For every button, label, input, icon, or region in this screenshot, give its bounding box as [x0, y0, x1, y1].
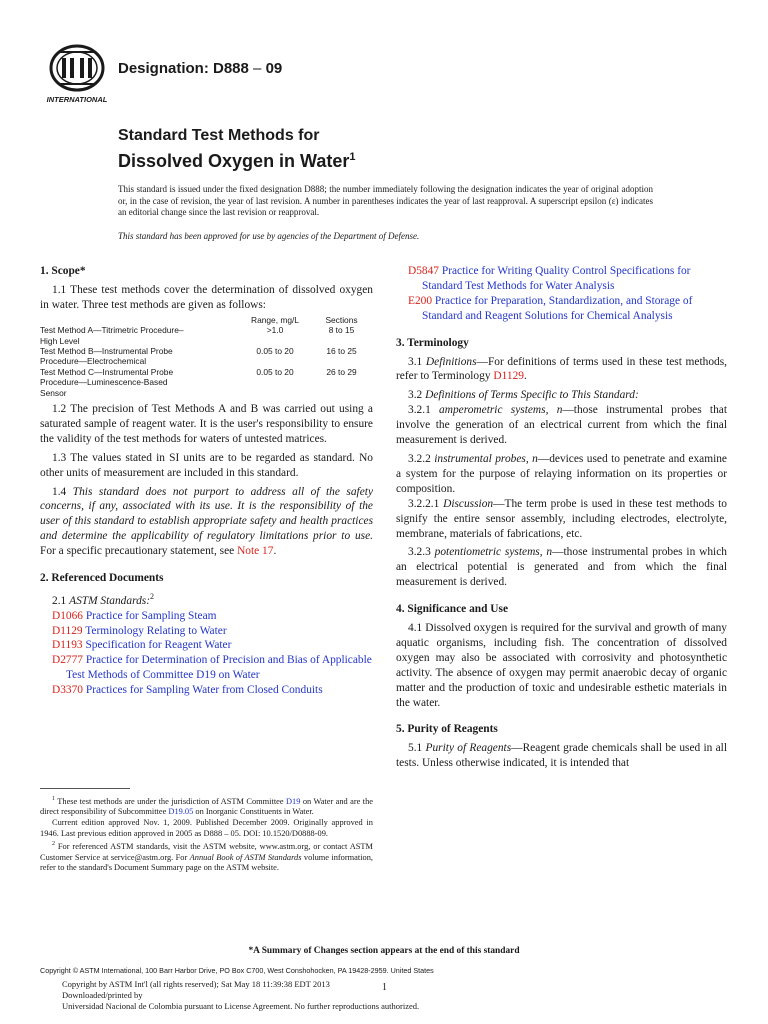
issue-statement: This standard is issued under the fixed designation D888; the number immediately following the designation indicates the year of original adoption or, in the case of revision, the year of last revision. A number in parentheses indicates the year of last reapproval. A superscript epsilon (ε) indicates an editorial change since the last revision or reapproval.: [118, 184, 653, 217]
methods-table: [40, 315, 373, 398]
copyright-line: Copyright © ASTM International, 100 Barr Harbor Drive, PO Box C700, West Conshohocken, PA 19428-2959. United States: [40, 966, 434, 975]
sections-header: Sections: [325, 314, 358, 325]
d19-link[interactable]: D19: [285, 796, 301, 806]
summary-of-changes-note: *A Summary of Changes section appears at the end of this standard: [248, 946, 520, 956]
download-line-2: Downloaded/printed by: [62, 990, 143, 1000]
footnote-2: $^2$ For referenced ASTM standards, visit the ASTM website, www.astm.org, or contact ASTM Customer Service at service@astm.org. For Annual Book of ASTM Standards volume information, refer to the standard's Document Summary page on the ASTM website.: [40, 841, 373, 873]
footnote-rule: [40, 788, 130, 789]
terminology-3-2-1: 3.2.1 amperometric systems, n—those instrumental probes that involve the generation of an electrical current from which the final measurement is derived.: [396, 404, 727, 447]
reference-item-d2777[interactable]: D2777 Practice for Determination of Precision and Bias of Applicable Test Methods of Committee D19 on Water: [52, 654, 372, 682]
method-cell: Test Method A—Titrimetric Procedure–High Level: [40, 325, 184, 346]
reference-item-e200[interactable]: E200 Practice for Preparation, Standardization, and Storage of Standard and Reagent Solutions for Chemical Analysis: [408, 294, 693, 322]
scope-heading: 1. Scope*: [40, 265, 86, 277]
purity-5-1: 5.1 Purity of Reagents—Reagent grade chemicals shall be used in all tests. Unless otherwise indicated, it is intended that: [396, 742, 728, 770]
sections-cell: 8 to 15: [328, 325, 355, 336]
purity-heading: 5. Purity of Reagents: [396, 723, 498, 736]
methods-table-header: [40, 315, 373, 325]
designation-code: Designation: D888: [118, 60, 249, 77]
significance-4-1: 4.1 Dissolved oxygen is required for the survival and growth of many aquatic organisms, including fish. The concentration of dissolved oxygen may also be associated with corrosivity and photosynthetic activity. The absence of oxygen may permit anaerobic decay of organic matter and the production of toxic and undesirable esthetic materials in the water.: [396, 622, 727, 709]
footnote-1-edition: Current edition approved Nov. 1, 2009. Published December 2009. Originally approved in 1946. Last previous edition approved in 2005 as D888 – 05. DOI: 10.1520/D0888-09.: [40, 817, 373, 838]
table-row: [40, 367, 373, 398]
method-cell: Test Method C—Instrumental Probe Procedure—Luminescence-Based Sensor: [40, 366, 174, 398]
astm-standards-label: 2.1 ASTM Standards:$^2$: [52, 591, 155, 607]
terminology-3-1: 3.1 Definitions—For definitions of terms used in these test methods, refer to Terminology D1129.: [396, 355, 727, 383]
significance-heading: 4. Significance and Use: [396, 603, 509, 616]
download-line-1: Copyright by ASTM Int'l (all rights reserved); Sat May 18 11:39:38 EDT 2013: [62, 979, 330, 989]
approval-statement: This standard has been approved for use by agencies of the Department of Defense.: [118, 231, 420, 241]
range-cell: >1.0: [266, 325, 284, 336]
reference-item-d5847[interactable]: D5847 Practice for Writing Quality Control Specifications for Standard Test Methods for Water Analysis: [408, 265, 691, 292]
d1129-link[interactable]: D1129: [493, 370, 524, 383]
title-footnote-mark: 1: [349, 151, 356, 163]
designation-year: 09: [265, 60, 283, 77]
range-cell: 0.05 to 20: [256, 366, 294, 377]
logo-wordmark: INTERNATIONAL: [46, 95, 108, 104]
terminology-3-2-3: 3.2.3 potentiometric systems, n—those instrumental probes in which an electrical potential is generated and from which the final measurement is derived.: [396, 546, 727, 589]
scope-1-2: 1.2 The precision of Test Methods A and B was carried out using a saturated sample of reagent water. It is the user's responsibility to ensure the validity of the test methods for waters of untested matrices.: [40, 402, 373, 445]
page-number: 1: [382, 982, 387, 993]
scope-1-3: 1.3 The values stated in SI units are to be regarded as standard. No other units of measurement are included in this standard.: [40, 451, 373, 479]
title-line-1: Standard Test Methods for: [118, 127, 320, 144]
range-cell: 0.05 to 20: [256, 345, 294, 356]
terminology-3-2-2-1: 3.2.2.1 Discussion—The term probe is used in these test methods to signify the entire sensor assembly, including electrodes, electrolyte, membrane, materials of fabrications, etc.: [396, 497, 727, 540]
reference-item-d1129[interactable]: D1129 Terminology Relating to Water: [52, 624, 227, 637]
astm-logo-icon: [44, 44, 110, 106]
sections-cell: 26 to 29: [326, 366, 357, 377]
sections-cell: 16 to 25: [326, 345, 357, 356]
d19-05-link[interactable]: D19.05: [168, 807, 194, 817]
download-notice: [62, 979, 419, 1012]
note-17-link[interactable]: Note 17: [237, 545, 274, 558]
reference-item-d3370[interactable]: D3370 Practices for Sampling Water from Closed Conduits: [52, 684, 323, 697]
right-column: [396, 264, 727, 771]
scope-1-4: 1.4 This standard does not purport to address all of the safety concerns, if any, associated with its use. It is the responsibility of the user of this standard to establish appropriate safety and health practices and determine the applicability of regulatory limitations prior to use. For a specific precautionary statement, see Note 17.: [40, 485, 373, 558]
terminology-heading: 3. Terminology: [396, 336, 469, 349]
scope-1-1: 1.1 These test methods cover the determination of dissolved oxygen in water. Three test methods are given as follows:: [40, 283, 373, 311]
astm-logo: [44, 44, 110, 106]
method-cell: Test Method B—Instrumental Probe Procedure—Electrochemical: [40, 345, 173, 367]
document-title: [118, 126, 356, 172]
terminology-3-2: 3.2 Definitions of Terms Specific to This Standard:: [408, 389, 639, 402]
title-line-2: Dissolved Oxygen in Water$^1$: [118, 151, 356, 171]
footnote-1: $^1$ These test methods are under the jurisdiction of ASTM Committee D19 on Water and are the direct responsibility of Subcommittee D19.05 on Inorganic Constituents in Water.: [40, 796, 373, 817]
terminology-3-2-2: 3.2.2 instrumental probes, n—devices used to penetrate and examine a system for the purpose of relaying information on its properties or composition.: [396, 452, 727, 495]
download-line-3: Universidad Nacional de Colombia pursuant to License Agreement. No further reproductions authorized.: [62, 1001, 420, 1011]
range-header: Range, mg/L: [251, 314, 299, 325]
reference-item-d1066[interactable]: D1066 Practice for Sampling Steam: [52, 609, 217, 622]
left-column: [40, 264, 373, 698]
referenced-heading: 2. Referenced Documents: [40, 572, 164, 585]
designation: Designation: D888 – 09: [118, 60, 283, 77]
reference-item-d1193[interactable]: D1193 Specification for Reagent Water: [52, 639, 232, 652]
footnotes: [40, 794, 373, 874]
table-row: [40, 346, 373, 367]
table-row: [40, 325, 373, 346]
